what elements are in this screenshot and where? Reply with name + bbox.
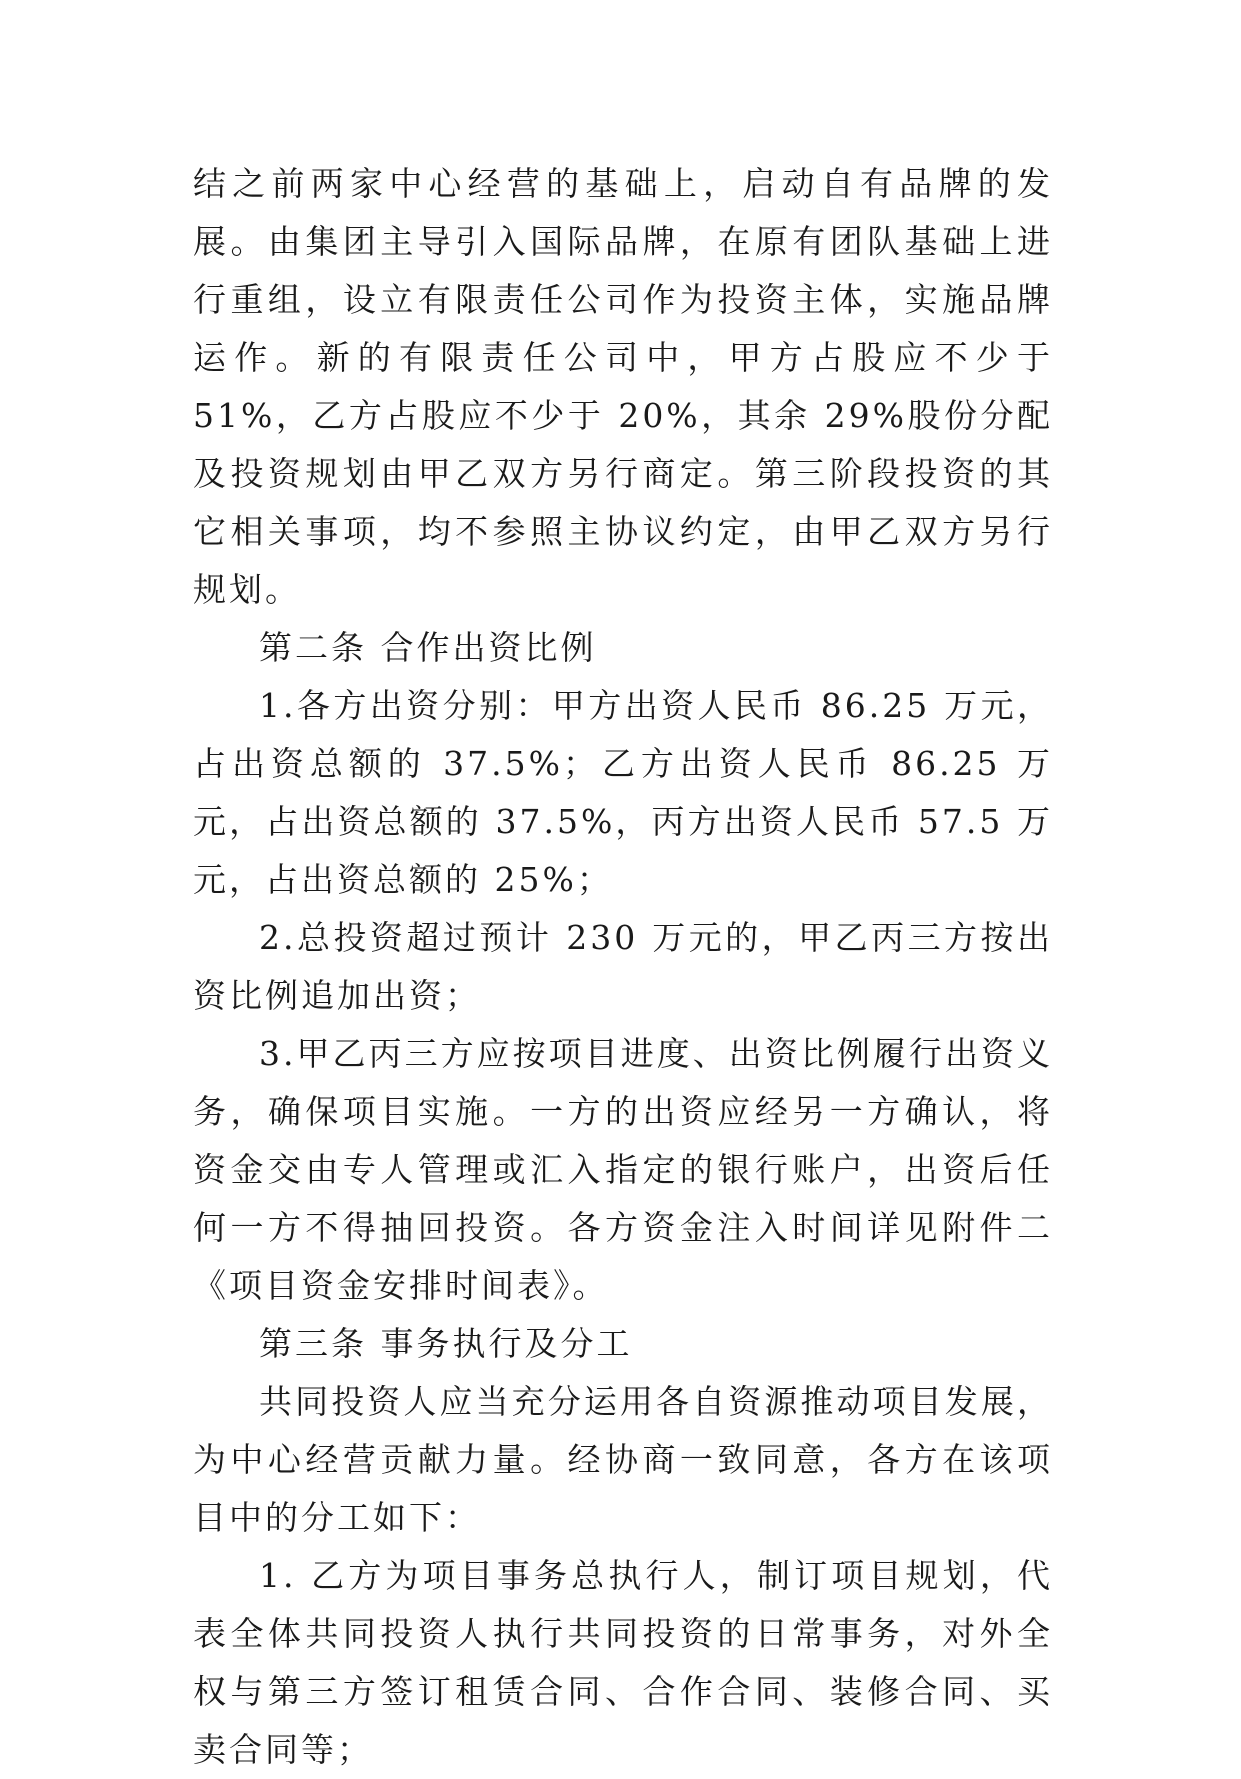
article-heading-2: 第二条 合作出资比例 (259, 628, 597, 667)
body-paragraph-contribution-2: 2.总投资超过预计 230 万元的，甲乙丙三方按出资比例追加出资； (193, 918, 1053, 1015)
article-heading-3: 第三条 事务执行及分工 (259, 1324, 633, 1363)
body-paragraph-duties-1: 1. 乙方为项目事务总执行人，制订项目规划，代表全体共同投资人执行共同投资的日常事务，对外全权与第三方签订租赁合同、合作合同、装修合同、买卖合同等； (193, 1556, 1053, 1769)
body-paragraph-continuation: 结之前两家中心经营的基础上，启动自有品牌的发展。由集团主导引入国际品牌，在原有团队基础上进行重组，设立有限责任公司作为投资主体，实施品牌运作。新的有限责任公司中，甲方占股应不少于 51%，乙方占股应不少于 20%，其余 29%股份分配及投资规划由甲乙双方另行商定。第三阶段投资的其它相关事项，均不参照主协议约定，由甲乙双方另行规划。 (193, 164, 1053, 609)
body-paragraph-contribution-3: 3.甲乙丙三方应按项目进度、出资比例履行出资义务，确保项目实施。一方的出资应经另一方确认，将资金交由专人管理或汇入指定的银行账户，出资后任何一方不得抽回投资。各方资金注入时间详见附件二《项目资金安排时间表》。 (193, 1034, 1053, 1305)
body-paragraph-duties-intro: 共同投资人应当充分运用各自资源推动项目发展，为中心经营贡献力量。经协商一致同意，各方在该项目中的分工如下： (193, 1382, 1053, 1537)
document-page (193, 155, 1053, 1779)
body-paragraph-contribution-1: 1.各方出资分别：甲方出资人民币 86.25 万元，占出资总额的 37.5%；乙方出资人民币 86.25 万元，占出资总额的 37.5%，丙方出资人民币 57.5 万元，占出资总额的 25%； (193, 686, 1053, 899)
